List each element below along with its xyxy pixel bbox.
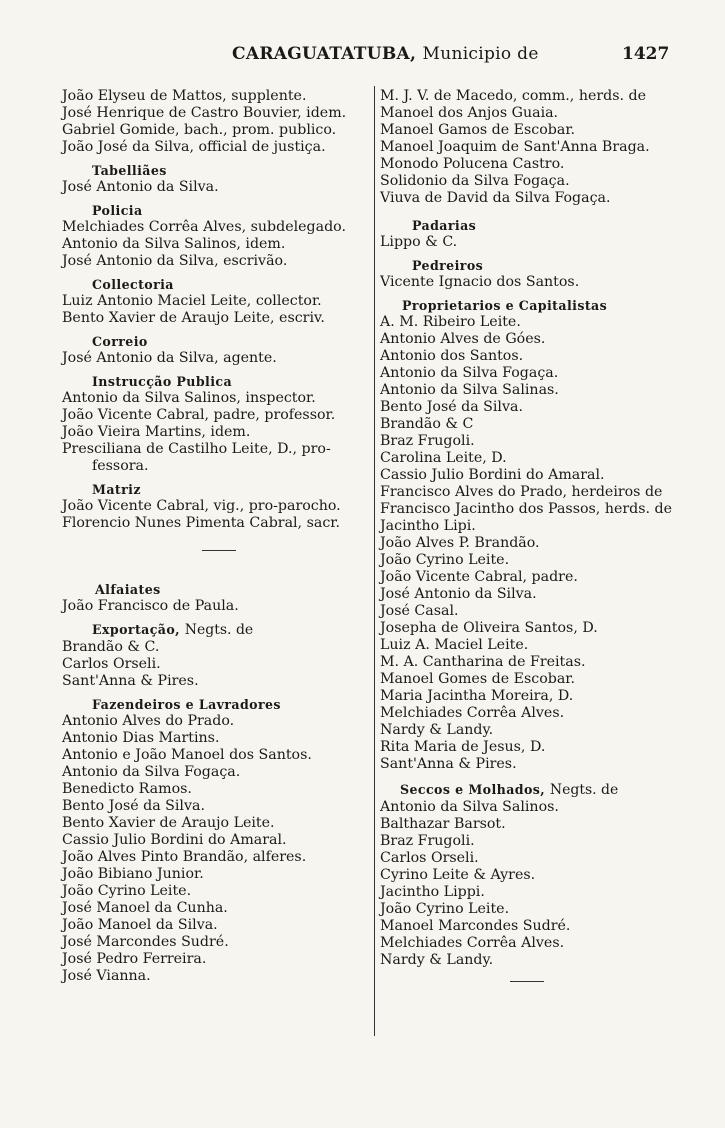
section-tabelliaes — [62, 162, 374, 196]
list-item: Bento José da Silva. — [62, 798, 205, 814]
list-item: Rita Maria de Jesus, D. — [380, 739, 546, 755]
list-item: Manoel dos Anjos Guaia. — [380, 105, 559, 121]
list-item: Francisco Jacintho dos Passos, herds. de — [380, 501, 673, 517]
section-heading: Pedreiros — [412, 258, 484, 273]
list-item: Jacintho Lippi. — [380, 884, 485, 900]
section-heading-text: Seccos e Molhados, — [400, 782, 546, 797]
column-divider — [374, 86, 375, 1036]
list-item: José Antonio da Silva, escrivão. — [62, 253, 288, 269]
page-number: 1427 — [622, 44, 670, 64]
list-item: João Alves P. Brandão. — [380, 535, 540, 551]
section-heading: Alfaiates — [95, 582, 161, 597]
list-item: Bento Xavier de Araujo Leite. — [62, 815, 275, 831]
list-item: Antonio da Silva Fogaça. — [380, 365, 559, 381]
list-item: Antonio da Silva Salinos, inspector. — [62, 390, 316, 406]
section-collectoria — [62, 276, 374, 327]
section-matriz — [62, 481, 374, 532]
list-item: Antonio da Silva Fogaça. — [62, 764, 241, 780]
list-item: Cyrino Leite & Ayres. — [380, 867, 536, 883]
list-item: João Vicente Cabral, vig., pro-parocho. — [62, 498, 341, 514]
list-item: Vicente Ignacio dos Santos. — [380, 274, 580, 290]
list-item: João Francisco de Paula. — [62, 598, 239, 614]
list-item: José Antonio da Silva. — [380, 586, 537, 602]
section-heading — [380, 781, 700, 799]
municipality-name: CARAGUATATUBA, — [232, 44, 417, 64]
list-item: A. M. Ribeiro Leite. — [380, 314, 521, 330]
list-item: José Antonio da Silva, agente. — [62, 350, 277, 366]
list-item: José Henrique de Castro Bouvier, idem. — [62, 105, 347, 121]
list-item: Antonio da Silva Salinos. — [380, 799, 559, 815]
separator-dash — [510, 981, 544, 982]
list-item: Sant'Anna & Pires. — [62, 673, 199, 689]
list-item: Antonio e João Manoel dos Santos. — [62, 747, 312, 763]
list-item: Nardy & Landy. — [380, 722, 494, 738]
right-column — [380, 88, 700, 982]
list-item: Antonio Dias Martins. — [62, 730, 220, 746]
list-item: Antonio Alves de Góes. — [380, 331, 546, 347]
section-heading-sub: Negts. de — [549, 782, 619, 798]
intro-list-right — [380, 88, 700, 207]
list-item: M. J. V. de Macedo, comm., herds. de — [380, 88, 646, 104]
list-item: Antonio da Silva Salinos, idem. — [62, 236, 286, 252]
list-item: Jacintho Lipi. — [380, 518, 476, 534]
list-item: José Vianna. — [62, 968, 151, 984]
section-heading: Tabelliães — [92, 163, 167, 178]
list-item: Brandão & C. — [62, 639, 160, 655]
list-item: Antonio Alves do Prado. — [62, 713, 235, 729]
list-item: José Antonio da Silva. — [62, 179, 219, 195]
left-column — [62, 88, 374, 985]
section-padarias — [380, 217, 700, 251]
separator-dash — [202, 550, 236, 551]
list-item: João Cyrino Leite. — [380, 552, 510, 568]
municipality-label: Municipio de — [422, 44, 539, 64]
list-item: Luiz A. Maciel Leite. — [380, 637, 529, 653]
list-item: fessora. — [92, 458, 149, 474]
list-item: João Cyrino Leite. — [62, 883, 192, 899]
intro-list-left — [62, 88, 374, 156]
list-item: Balthazar Barsot. — [380, 816, 506, 832]
list-item: José Casal. — [380, 603, 459, 619]
list-item: Solidonio da Silva Fogaça. — [380, 173, 570, 189]
page-header — [0, 44, 725, 68]
section-heading — [62, 621, 374, 639]
list-item: João Vicente Cabral, padre. — [380, 569, 578, 585]
list-item: Melchiades Corrêa Alves, subdelegado. — [62, 219, 346, 235]
list-item: João Bibiano Junior. — [62, 866, 204, 882]
list-item: M. A. Cantharina de Freitas. — [380, 654, 586, 670]
list-item: Manoel Gomes de Escobar. — [380, 671, 576, 687]
list-item: Cassio Julio Bordini do Amaral. — [380, 467, 605, 483]
section-heading-sub: Negts. de — [184, 622, 254, 638]
list-item: Bento José da Silva. — [380, 399, 523, 415]
section-heading: Instrucção Publica — [92, 374, 233, 389]
section-heading: Fazendeiros e Lavradores — [92, 697, 281, 712]
list-item: Monodo Polucena Castro. — [380, 156, 565, 172]
list-item: João Cyrino Leite. — [380, 901, 510, 917]
list-item: João Vieira Martins, idem. — [62, 424, 251, 440]
list-item: Carlos Orseli. — [380, 850, 479, 866]
section-heading: Padarias — [412, 218, 477, 233]
list-item: Nardy & Landy. — [380, 952, 494, 968]
list-item: Melchiades Corrêa Alves. — [380, 705, 565, 721]
list-item: Francisco Alves do Prado, herdeiros de — [380, 484, 663, 500]
section-heading: Correio — [92, 334, 148, 349]
section-fazendeiros — [62, 696, 374, 985]
list-item: Benedicto Ramos. — [62, 781, 192, 797]
section-exportacao — [62, 621, 374, 690]
list-item: Viuva de David da Silva Fogaça. — [380, 190, 611, 206]
list-item: Antonio da Silva Salinas. — [380, 382, 559, 398]
list-item: Braz Frugoli. — [380, 833, 475, 849]
list-item: Manoel Marcondes Sudré. — [380, 918, 571, 934]
list-item: Florencio Nunes Pimenta Cabral, sacr. — [62, 515, 340, 531]
list-item: João Manoel da Silva. — [62, 917, 218, 933]
section-proprietarios — [380, 297, 700, 773]
section-instruccao — [62, 373, 374, 475]
list-item: João José da Silva, official de justiça. — [62, 139, 326, 155]
section-correio — [62, 333, 374, 367]
list-item: Antonio dos Santos. — [380, 348, 524, 364]
list-item: Brandão & C — [380, 416, 474, 432]
list-item: João Elyseu de Mattos, supplente. — [62, 88, 307, 104]
section-heading: Matriz — [92, 482, 141, 497]
section-policia — [62, 202, 374, 270]
list-item: Carolina Leite, D. — [380, 450, 507, 466]
list-item: João Vicente Cabral, padre, professor. — [62, 407, 336, 423]
list-item: Carlos Orseli. — [62, 656, 161, 672]
section-seccos — [380, 781, 700, 969]
section-pedreiros — [380, 257, 700, 291]
section-heading: Proprietarios e Capitalistas — [402, 298, 608, 313]
running-title — [232, 44, 539, 64]
list-item: Lippo & C. — [380, 234, 458, 250]
list-item: Presciliana de Castilho Leite, D., pro- — [62, 441, 331, 457]
list-item: Gabriel Gomide, bach., prom. publico. — [62, 122, 337, 138]
list-item: Manoel Gamos de Escobar. — [380, 122, 576, 138]
section-heading-text: Exportação, — [92, 622, 180, 637]
list-item: Bento Xavier de Araujo Leite, escriv. — [62, 310, 325, 326]
list-item: José Manoel da Cunha. — [62, 900, 228, 916]
list-item: Braz Frugoli. — [380, 433, 475, 449]
list-item: Cassio Julio Bordini do Amaral. — [62, 832, 287, 848]
section-alfaiates — [62, 581, 374, 615]
list-item: Manoel Joaquim de Sant'Anna Braga. — [380, 139, 650, 155]
list-item: Luiz Antonio Maciel Leite, collector. — [62, 293, 322, 309]
list-item: José Marcondes Sudré. — [62, 934, 229, 950]
list-item: Melchiades Corrêa Alves. — [380, 935, 565, 951]
list-item: José Pedro Ferreira. — [62, 951, 207, 967]
list-item: Sant'Anna & Pires. — [380, 756, 517, 772]
list-item: Josepha de Oliveira Santos, D. — [380, 620, 598, 636]
list-item: João Alves Pinto Brandão, alferes. — [62, 849, 307, 865]
section-heading: Collectoria — [92, 277, 174, 292]
list-item: Maria Jacintha Moreira, D. — [380, 688, 574, 704]
section-heading: Policia — [92, 203, 143, 218]
